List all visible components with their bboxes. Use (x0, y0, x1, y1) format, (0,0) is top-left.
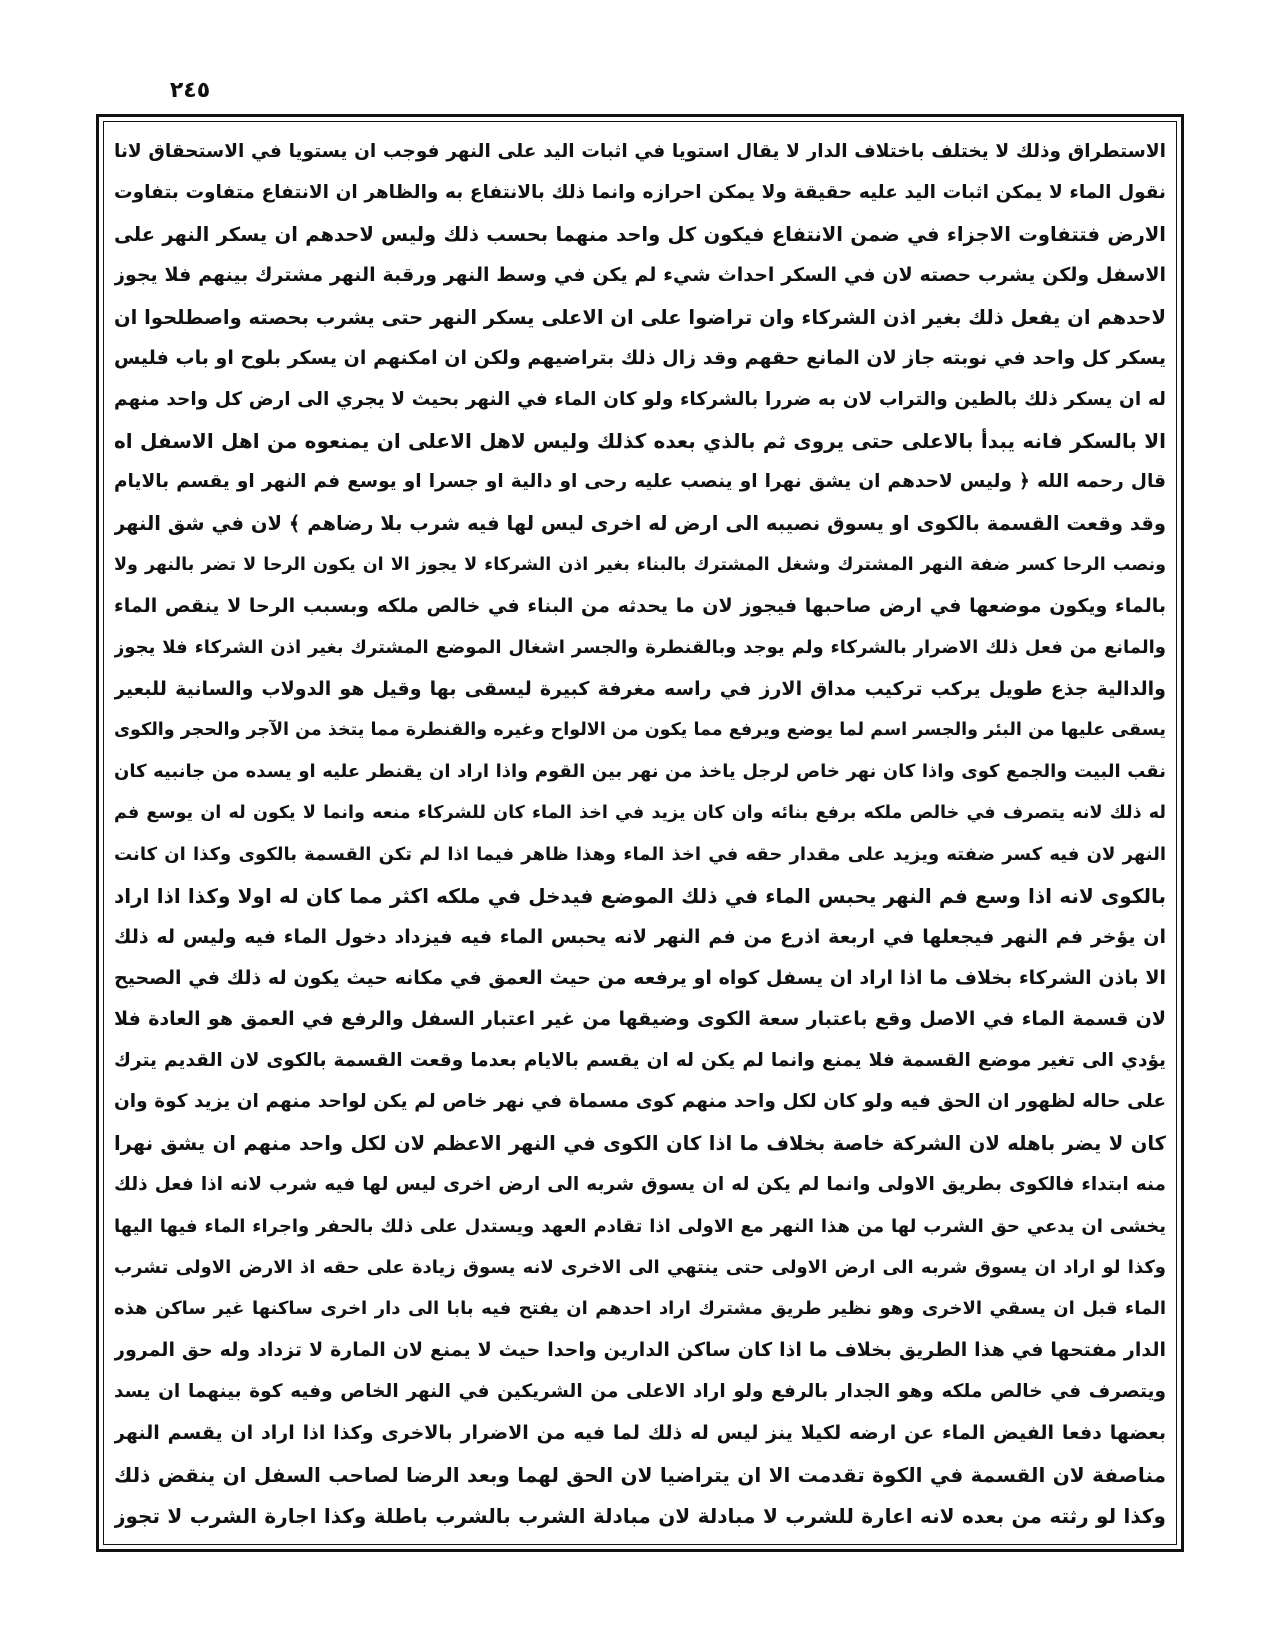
text-line-content: بعضها دفعا الفيض الماء عن ارضه لكيلا ينز ليس له ذلك لما فيه من الاضرار بالاخرى وكذا اذا اراد ان يقسم النهر (114, 1421, 1166, 1444)
text-line (114, 959, 1166, 999)
text-line (114, 1372, 1166, 1412)
text-line-content: بالماء ويكون موضعها في ارض صاحبها فيجوز لان ما يحدثه من البناء في خالص ملكه وبسبب الرحا لا ينقص الماء (114, 595, 1166, 618)
text-line-content: الماء قبل ان يسقي الاخرى وهو نظير طريق مشترك اراد احدهم ان يفتح فيه بابا الى دار اخرى ساكنها غير ساكن هذه (114, 1298, 1166, 1320)
text-line (114, 380, 1166, 420)
text-line-content: يسكر كل واحد في نوبته جاز لان المانع حقهم وقد زال ذلك بتراضيهم ولكن ان امكنهم ان يسكر بلوح او باب فليس (114, 347, 1166, 370)
text-line (114, 1041, 1166, 1081)
text-line-content: الارض فتتفاوت الاجزاء في ضمن الانتفاع فيكون كل واحد منهما بحسب ذلك وليس لاحدهم ان يسكر النهر على (114, 222, 1166, 246)
text-line (114, 876, 1166, 916)
text-line-content: وكذا لو رثته من بعده لانه اعارة للشرب لا مبادلة لان مبادلة الشرب بالشرب باطلة وكذا اجارة الشرب لا تجوز (114, 1503, 1166, 1528)
text-line (114, 1207, 1166, 1247)
text-line (114, 1455, 1166, 1495)
text-line-content: لاحدهم ان يفعل ذلك بغير اذن الشركاء وان تراضوا على ان الاعلى يسكر النهر حتى يشرب بحصته واصطلحوا ان (114, 305, 1166, 329)
text-line (114, 1000, 1166, 1040)
main-text-column (114, 132, 1166, 1536)
text-line (114, 669, 1166, 709)
text-line-content: مناصفة لان القسمة في الكوة تقدمت الا ان يتراضيا لان الحق لهما وبعد الرضا لصاحب السفل ان ينقض ذلك (114, 1462, 1166, 1487)
text-line (114, 1289, 1166, 1329)
text-line-content: يخشى ان يدعي حق الشرب لها من هذا النهر مع الاولى اذا تقادم العهد ويستدل على ذلك بالحفر واجراء الماء فيها اليها (114, 1215, 1166, 1237)
text-line (114, 1083, 1166, 1123)
text-line-content: النهر لان فيه كسر ضفته ويزيد على مقدار حقه في اخذ الماء وهذا ظاهر فيما اذا لم تكن القسمة بالكوى وكذا ان كانت (114, 843, 1166, 865)
text-line-content: لان قسمة الماء في الاصل وقع باعتبار سعة الكوى وضيقها من غير اعتبار السفل والرفع في العمق هو العادة فلا (114, 1008, 1166, 1031)
text-line (114, 132, 1166, 172)
text-line-content: الا باذن الشركاء بخلاف ما اذا اراد ان يسفل كواه او يرفعه من حيث العمق في مكانه حيث يكون له ذلك في الصحيح (114, 967, 1166, 990)
text-line-content: والمانع من فعل ذلك الاضرار بالشركاء ولم يوجد وبالقنطرة والجسر اشغال الموضع المشترك بغير اذن الشركاء فلا يجوز (114, 636, 1166, 658)
text-line (114, 1496, 1166, 1536)
text-line (114, 835, 1166, 875)
text-line-content: كان لا يضر باهله لان الشركة خاصة بخلاف ما اذا كان الكوى في النهر الاعظم لان لكل واحد منهم ان يشق نهرا (114, 1132, 1166, 1156)
text-line (114, 463, 1166, 503)
text-line (114, 752, 1166, 792)
text-line (114, 421, 1166, 461)
text-line-content: الا بالسكر فانه يبدأ بالاعلى حتى يروى ثم بالذي بعده كذلك وليس لاهل الاعلى ان يمنعوه من اهل الاسفل اه (114, 429, 1166, 454)
outer-page-border (96, 114, 1184, 1552)
text-line (114, 339, 1166, 379)
text-line-content: وكذا لو اراد ان يسوق شربه الى ارض الاولى حتى ينتهي الى الاخرى لانه يسوق زيادة على حقه اذ الارض الاولى تشرب (114, 1256, 1166, 1278)
text-line-content: بالكوى لانه اذا وسع فم النهر يحبس الماء في ذلك الموضع فيدخل في ملكه اكثر مما كان له اولا وكذا اذا اراد (114, 883, 1166, 908)
text-line-content: الدار مفتحها في هذا الطريق بخلاف ما اذا كان ساكن الدارين واحدا حيث لا يمنع لان المارة لا تزداد وله حق المرور (114, 1339, 1166, 1362)
text-line (114, 711, 1166, 751)
text-line-content: الاسفل ولكن يشرب حصته لان في السكر احداث شيء لم يكن في وسط النهر ورقبة النهر مشترك بينهم فلا يجوز (114, 264, 1166, 287)
page-number: ۲٤٥ (169, 78, 211, 103)
text-line (114, 1165, 1166, 1205)
text-line (114, 917, 1166, 957)
text-line-content: ويتصرف في خالص ملكه وهو الجدار بالرفع ولو اراد الاعلى من الشريكين في النهر الخاص وفيه كوة بينهما ان يسد (114, 1380, 1166, 1402)
text-line-content: الاستطراق وذلك لا يختلف باختلاف الدار لا يقال استويا في اثبات اليد على النهر فوجب ان يستويا في الاستحقاق لانا (114, 140, 1166, 162)
text-line-content: نقب البيت والجمع كوى واذا كان نهر خاص لرجل ياخذ من نهر بين القوم واذا اراد ان يقنطر عليه او يسده من جانبيه كان (114, 760, 1166, 782)
text-line-content: له ذلك لانه يتصرف في خالص ملكه برفع بنائه وان كان يزيد في اخذ الماء كان للشركاء منعه وانما لا يكون له ان يوسع فم (114, 802, 1166, 823)
text-line-content: والدالية جذع طويل يركب تركيب مداق الارز في راسه مغرفة كبيرة ليسقى بها وقيل هو الدولاب والسانية للبعير (114, 677, 1166, 700)
text-line-content: له ان يسكر ذلك بالطين والتراب لان به ضررا بالشركاء ولو كان الماء في النهر بحيث لا يجري الى ارض كل واحد منهم (114, 388, 1166, 410)
inner-page-border (103, 121, 1177, 1545)
text-line (114, 1331, 1166, 1371)
text-line (114, 215, 1166, 255)
text-line (114, 504, 1166, 544)
text-line-content: قال رحمه الله ﴿ وليس لاحدهم ان يشق نهرا او ينصب عليه رحى او دالية او جسرا او يوسع فم النهر او يقسم بالايام (114, 471, 1166, 493)
text-line (114, 793, 1166, 833)
text-line (114, 628, 1166, 668)
text-line-content: ان يؤخر فم النهر فيجعلها في اربعة اذرع من فم النهر لانه يحبس الماء فيه فيزداد دخول الماء فيه وليس له ذلك (114, 925, 1166, 948)
text-line-content: منه ابتداء فالكوى بطريق الاولى وانما لم يكن له ان يسوق شربه الى ارض اخرى ليس لها فيه شرب لانه اذا فعل ذلك (114, 1173, 1166, 1195)
text-line-content: يسقى عليها من البئر والجسر اسم لما يوضع ويرفع مما يكون من الالواح وغيره والقنطرة مما يتخذ من الآجر والحجر والكوى (114, 719, 1166, 740)
text-line (114, 1248, 1166, 1288)
text-line (114, 173, 1166, 213)
text-line-content: على حاله لظهور ان الحق فيه ولو كان لكل واحد منهم كوى مسماة في نهر خاص لم يكن لواحد منهم ان يزيد كوة وان (114, 1091, 1166, 1113)
text-line-content: وقد وقعت القسمة بالكوى او يسوق نصيبه الى ارض له اخرى ليس لها فيه شرب بلا رضاهم ﴾ لان في شق النهر (114, 512, 1166, 536)
text-line (114, 256, 1166, 296)
text-line (114, 587, 1166, 627)
text-line (114, 1124, 1166, 1164)
text-line-content: ونصب الرحا كسر ضفة النهر المشترك وشغل المشترك بالبناء بغير اذن الشركاء لا يجوز الا ان يكون الرحا لا تضر بالنهر ولا (114, 554, 1166, 575)
text-line-content: يؤدي الى تغير موضع القسمة فلا يمنع وانما لم يكن له ان يقسم بالايام بعدما وقعت القسمة بالكوى لان القديم يترك (114, 1049, 1166, 1071)
text-line (114, 545, 1166, 585)
text-line (114, 297, 1166, 337)
text-line-content: نقول الماء لا يمكن اثبات اليد عليه حقيقة ولا يمكن احرازه وانما ذلك بالانتفاع به والظاهر ان الانتفاع متفاوت بتفاوت (114, 182, 1166, 204)
text-line (114, 1413, 1166, 1453)
